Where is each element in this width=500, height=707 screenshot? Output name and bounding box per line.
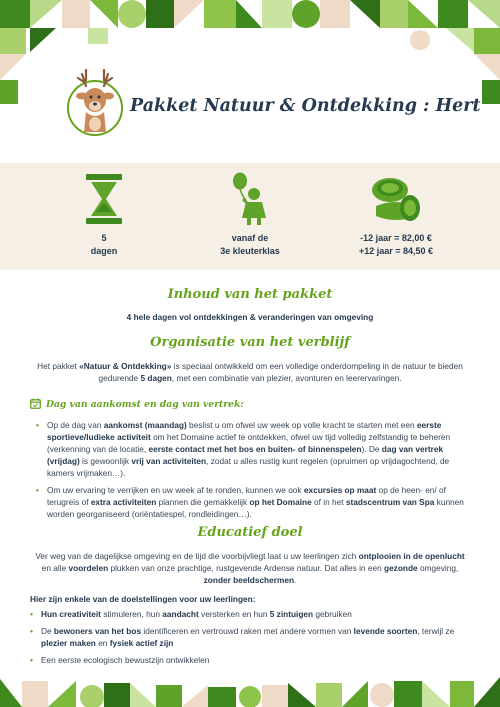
price-stat: [326, 163, 466, 258]
age-line-1: vanaf de: [231, 233, 269, 243]
organisatie-bullets: [36, 419, 472, 525]
objectives-heading: Hier zijn enkele van de doelstellingen voor uw leerlingen:: [30, 594, 256, 604]
inhoud-heading: Inhoud van het pakket: [167, 287, 333, 302]
page-title: Pakket Natuur & Ontdekking : Hert: [130, 96, 481, 116]
arrival-departure-heading: [30, 398, 244, 410]
organisatie-intro: Het pakket «Natuur & Ontdekking» is speciaal ontwikkeld om een volledige onderdompeling in de natuur te bieden gedurende 5 dagen, met een combinatie van plezier, avonturen en leerervaringen.: [37, 361, 463, 383]
calendar-icon: [30, 398, 41, 409]
list-item: • Hun creativiteit stimuleren, hun aandacht versterken en hun 5 zintuigen gebruiken: [30, 608, 466, 620]
price-over-12: +12 jaar = 84,50 €: [358, 246, 434, 256]
organisatie-heading: Organisatie van het verblijf: [150, 335, 350, 350]
duration-unit: dagen: [90, 246, 118, 256]
coins-icon: [368, 172, 424, 226]
bottom-geometric-decoration: [0, 675, 500, 707]
list-item: • Een eerste ecologisch bewustzijn ontwikkelen: [30, 654, 466, 666]
info-band: [0, 163, 500, 270]
list-item: • De bewoners van het bos identificeren en vertrouwd raken met andere vormen van levende soorten, terwijl ze plezier maken en fysiek actief zijn: [30, 625, 466, 649]
hourglass-icon: [84, 172, 124, 226]
price-under-12: -12 jaar = 82,00 €: [360, 233, 432, 243]
list-item: • Op de dag van aankomst (maandag) beslist u om ofwel uw week op volle kracht te starten met een eerste sportieve/ludieke activiteit om het Domaine actief te ontdekken, ofwel uw tijd volledig zelfstandig te beheren (verkenning van de locatie, eerste contact met het bos en buiten- of binnenspelen). De dag van vertrek (vrijdag) is gewoonlijk vrij van activiteiten, zodat u alles rustig kunt regelen (opruimen op vrijdagochtend, de kamers vrijmaken…).: [36, 419, 472, 479]
objectives-list: [30, 608, 466, 671]
arrival-departure-label: Dag van aankomst en dag van vertrek:: [46, 399, 244, 410]
deer-mascot-icon: [64, 66, 126, 136]
child-balloon-icon: [230, 172, 270, 226]
list-item: • Om uw ervaring te verrijken en uw week af te ronden, kunnen we ook excursies op maat op de heen- en/ of terugreis of extra activiteiten plannen die gemakkelijk op het Domaine of in het stadscentrum van Spa kunnen worden georganiseerd (oriëntatiespel, rondleidingen…).: [36, 484, 472, 520]
duration-stat: [34, 163, 174, 258]
educatief-intro: Ver weg van de dagelijkse omgeving en de tijd die voorbijvliegt laat u uw leerlingen zich ontplooien in de openlucht en alle voordelen plukken van onze prachtige, rustgevende Ardense natuur. Dat alles in een gezonde omgeving, zonder beeldschermen.: [35, 551, 465, 585]
inhoud-text: 4 hele dagen vol ontdekkingen & veranderingen van omgeving: [126, 312, 374, 322]
age-stat: [180, 163, 320, 258]
duration-value: 5: [101, 233, 107, 243]
header: [64, 66, 484, 138]
age-line-2: 3e kleuterklas: [220, 246, 280, 256]
educatief-heading: Educatief doel: [197, 525, 303, 540]
